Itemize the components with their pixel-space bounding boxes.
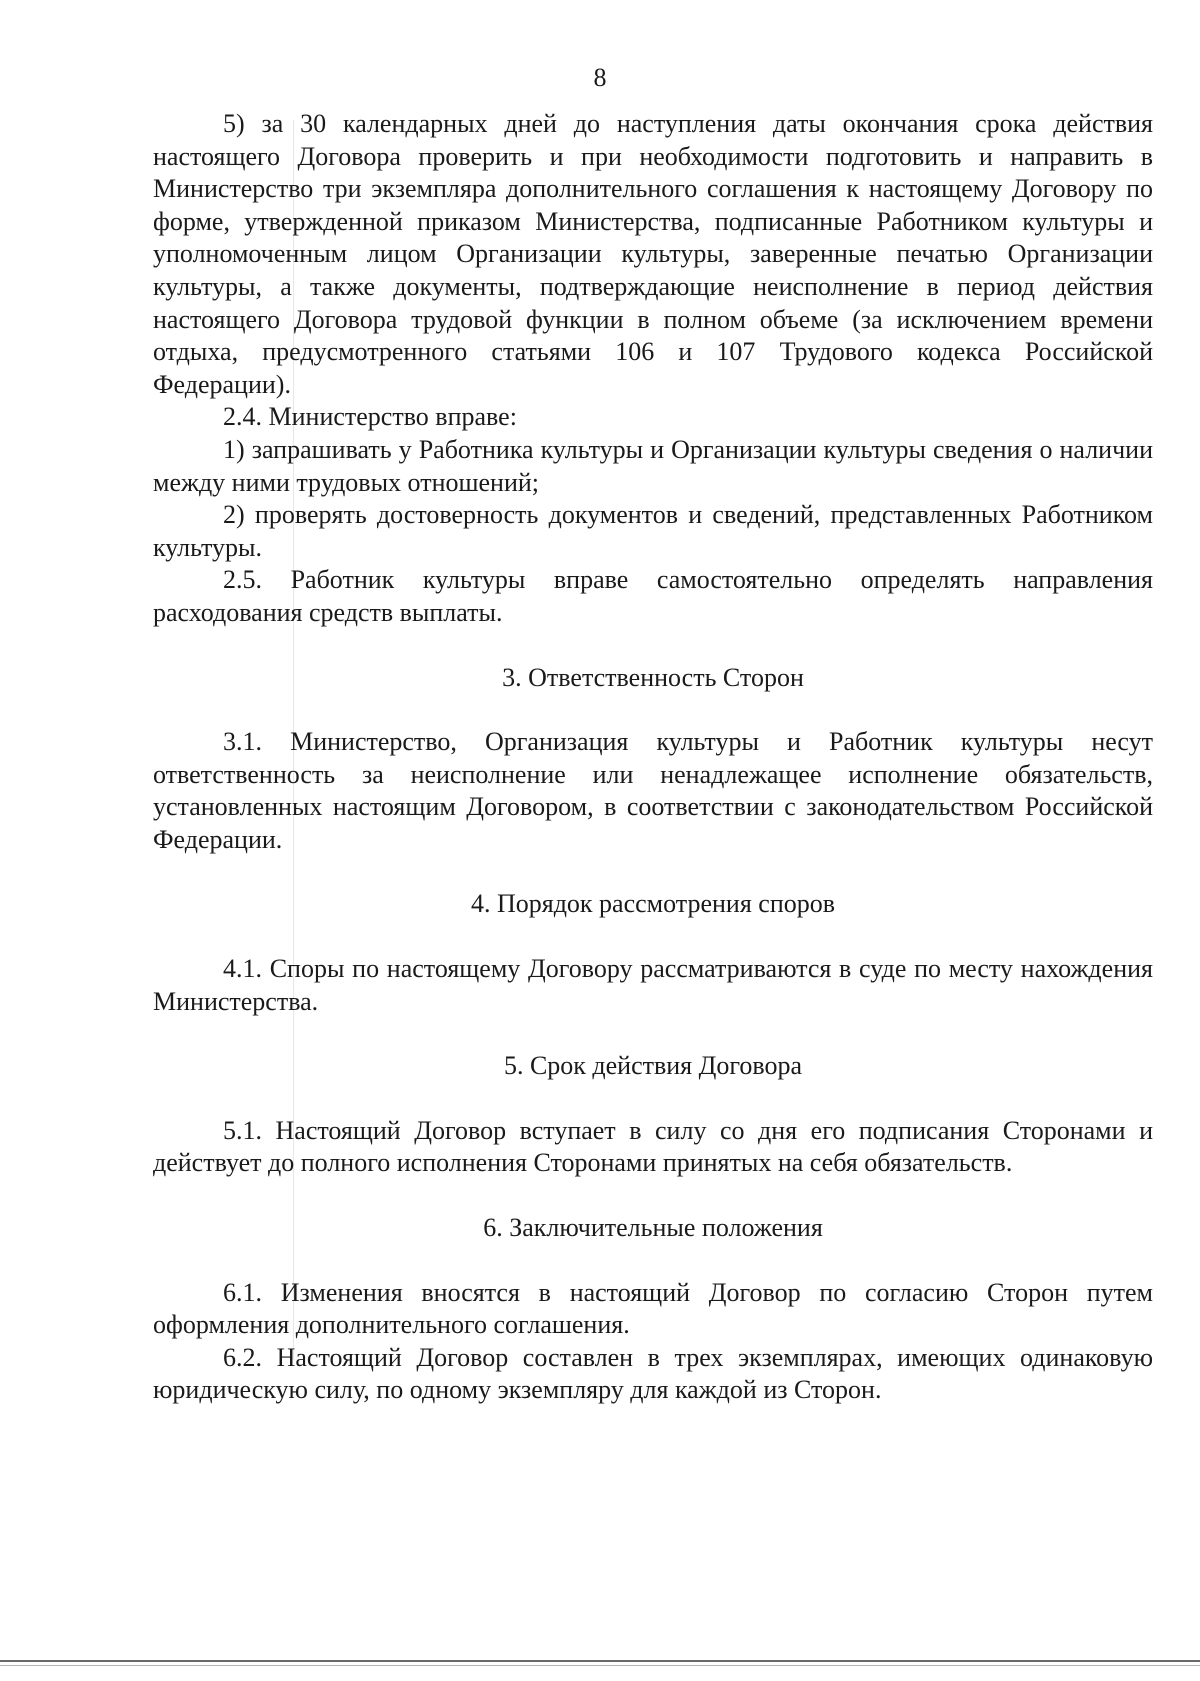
paragraph-6-1: 6.1. Изменения вносятся в настоящий Договор по согласию Сторон путем оформления дополнительного соглашения. — [153, 1277, 1153, 1340]
paragraph-2-4-item-2: 2) проверять достоверность документов и сведений, представленных Работником культуры. — [153, 500, 1153, 562]
paragraph-6-2: 6.2. Настоящий Договор составлен в трех экземплярах, имеющих одинаковую юридическую силу, по одному экземпляру для каждой из Сторон. — [153, 1342, 1153, 1405]
spacer — [153, 1245, 1153, 1277]
section-4-heading: 4. Порядок рассмотрения споров — [470, 889, 836, 919]
spacer — [153, 694, 1153, 726]
spacer — [153, 921, 1153, 953]
spacer — [153, 630, 1153, 662]
paragraph-3-1: 3.1. Министерство, Организация культуры и Работник культуры несут ответственность за неисполнение или ненадлежащее исполнение обязательств, установленных настоящим Договором, в соответствии с законодательством Российской Федерации. — [153, 727, 1153, 854]
document-body — [153, 108, 1153, 1407]
paragraph-4-1: 4.1. Споры по настоящему Договору рассматриваются в суде по месту нахождения Министерства. — [153, 954, 1153, 1016]
paragraph-2-4-item-1: 1) запрашивать у Работника культуры и Организации культуры сведения о наличии между ними трудовых отношений; — [153, 434, 1153, 497]
paragraph-2-3-item-5: 5) за 30 календарных дней до наступления даты окончания срока действия настоящего Договора проверить и при необходимости подготовить и направить в Министерство три экземпляра дополнительного соглашения к настоящему Договору по форме, утвержденной приказом Министерства, подписанные Работником культуры и уполномоченным лицом Организации культуры, заверенные печатью Организации культуры, а также документы, подтверждающие неисполнение в период действия настоящего Договора трудовой функции в полном объеме (за исключением времени отдыха, предусмотренного статьями 106 и 107 Трудового кодекса Российской Федерации). — [153, 109, 1153, 399]
section-6-heading: 6. Заключительные положения — [483, 1213, 823, 1243]
section-5-heading: 5. Срок действия Договора — [503, 1051, 803, 1081]
section-3-heading: 3. Ответственность Сторон — [502, 662, 804, 692]
paragraph-2-5: 2.5. Работник культуры вправе самостоятельно определять направления расходования средств выплаты. — [153, 565, 1153, 627]
spacer — [153, 1018, 1153, 1050]
page-number: 8 — [593, 63, 607, 92]
spacer — [153, 856, 1153, 888]
scan-edge-line — [0, 1660, 1200, 1662]
spacer — [153, 1180, 1153, 1212]
paragraph-2-4: 2.4. Министерство вправе: — [223, 402, 517, 432]
spacer — [153, 1083, 1153, 1115]
scan-edge-line-thin — [0, 1665, 1200, 1666]
paragraph-5-1: 5.1. Настоящий Договор вступает в силу со дня его подписания Сторонами и действует до полного исполнения Сторонами принятых на себя обязательств. — [153, 1115, 1153, 1178]
